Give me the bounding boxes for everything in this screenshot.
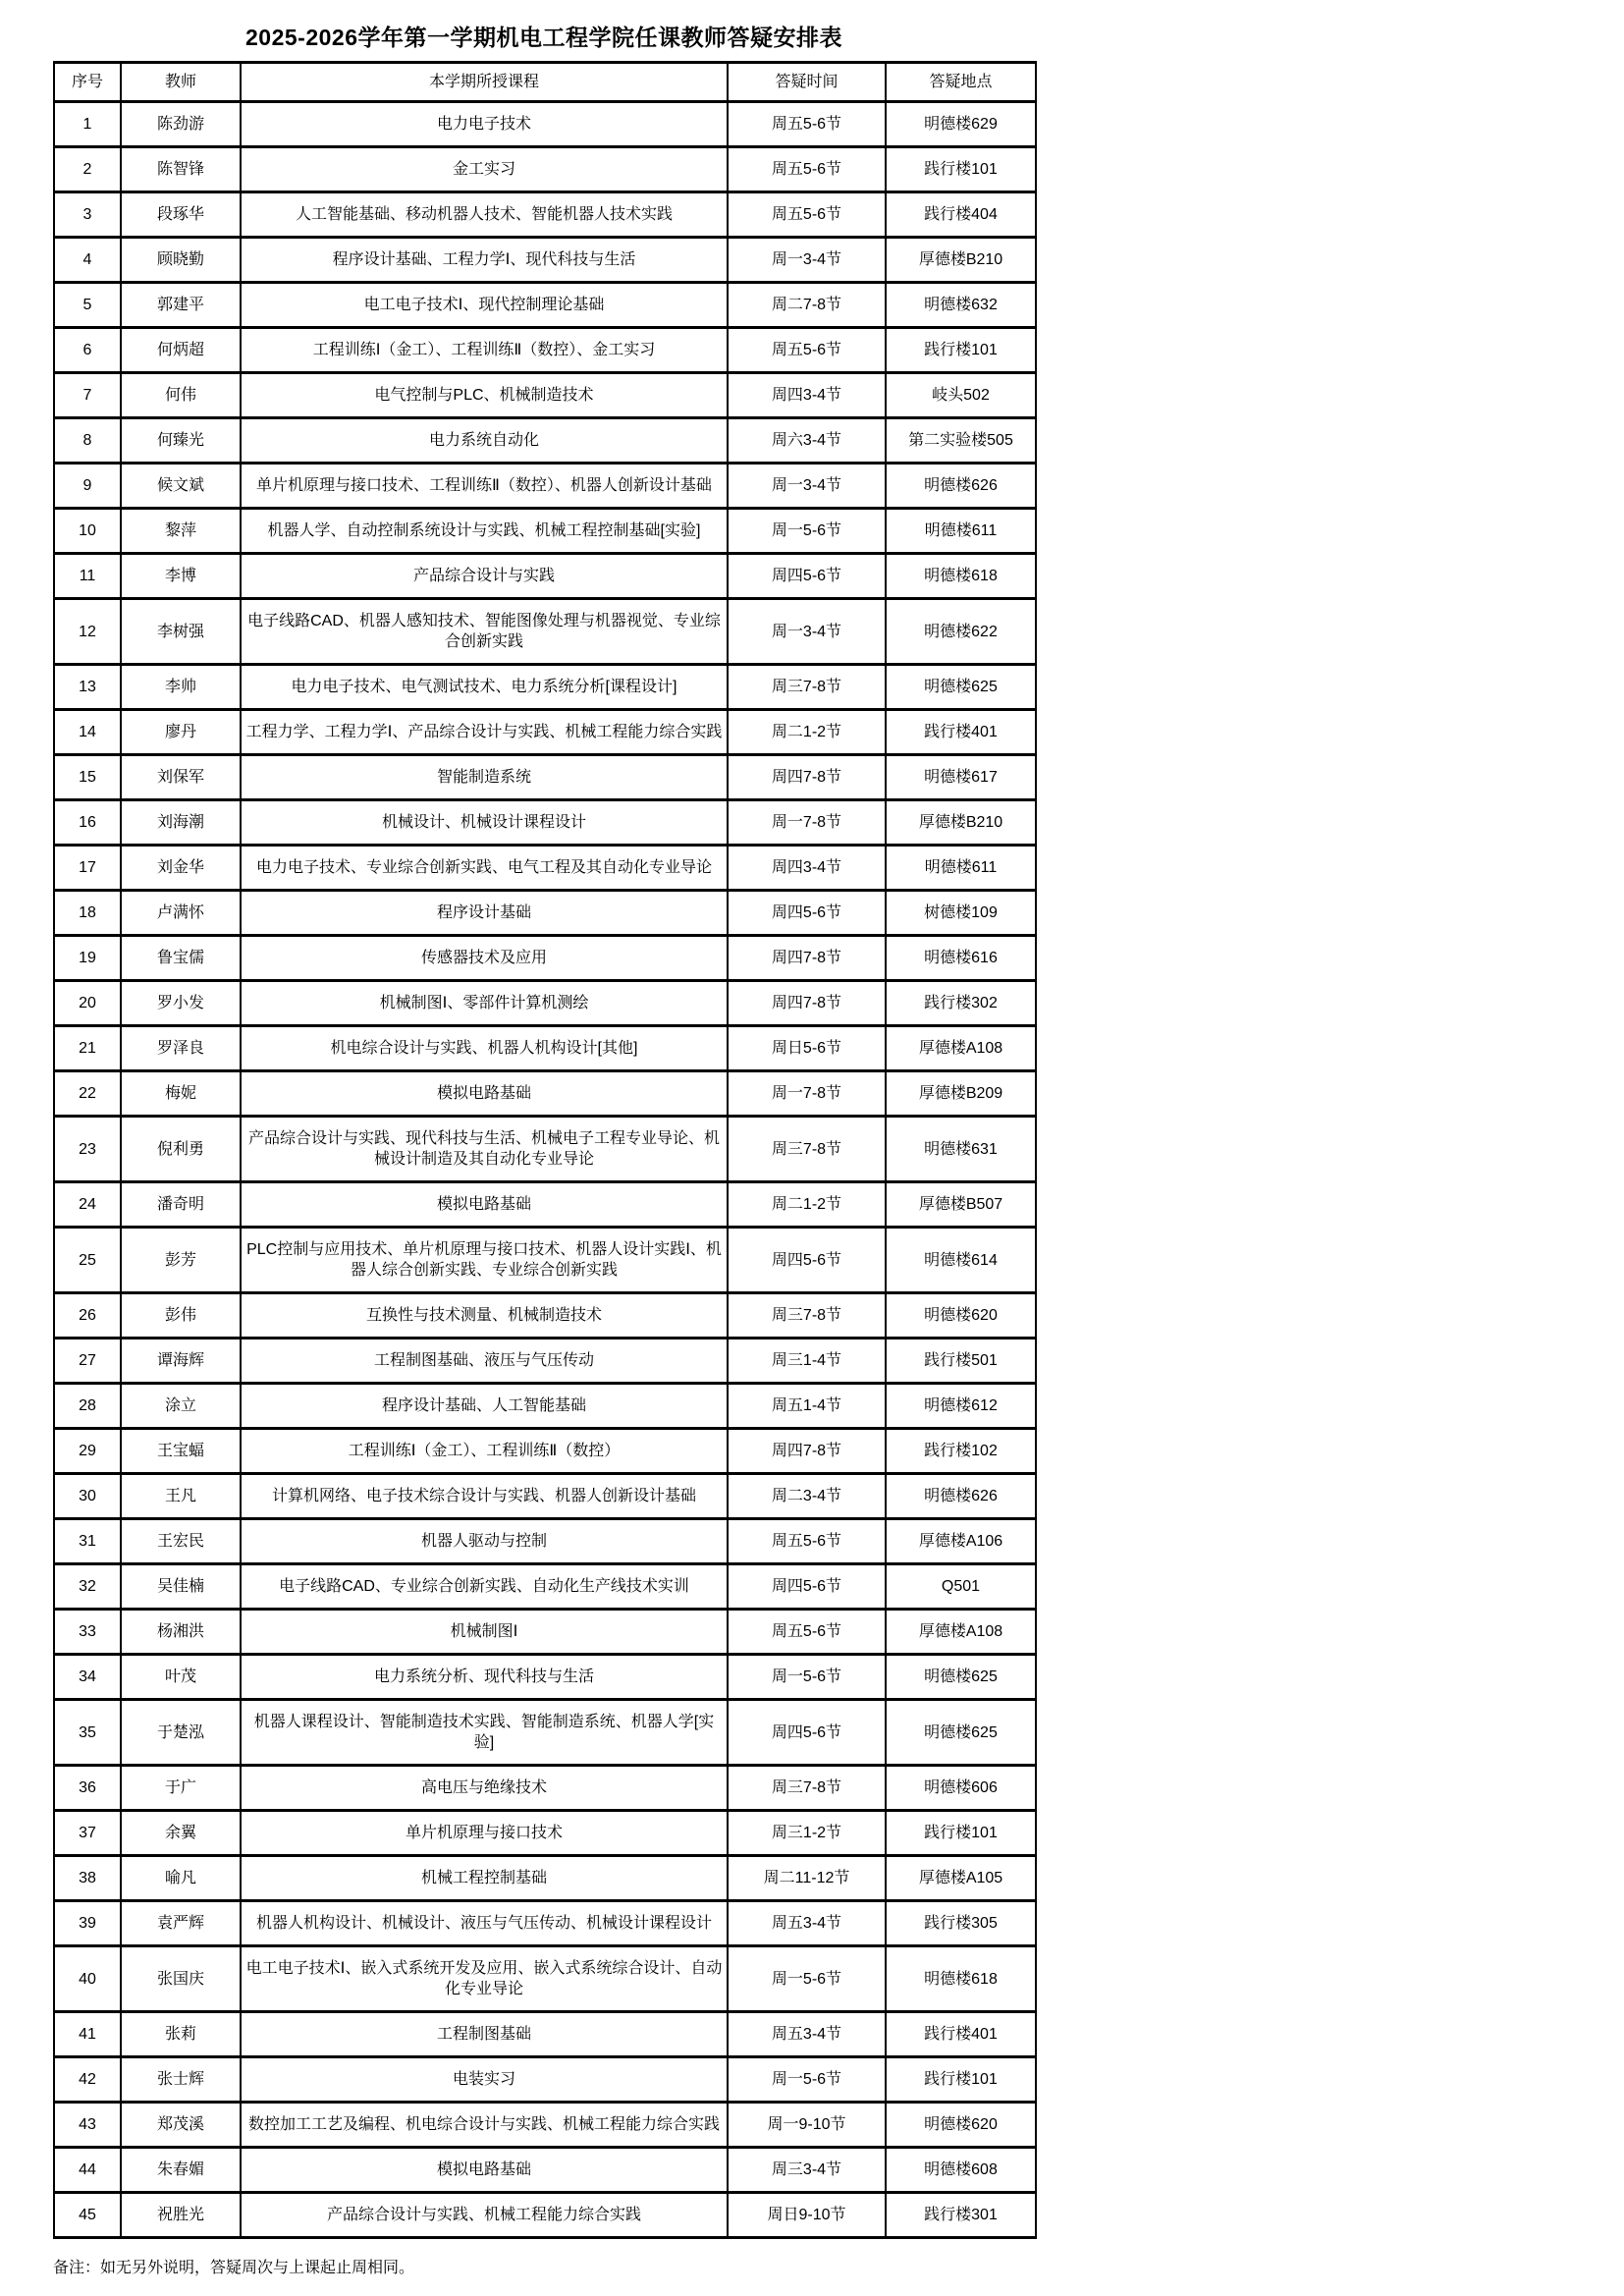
cell-location: 践行楼404 [886, 192, 1036, 238]
cell-no: 42 [54, 2057, 121, 2103]
table-row [54, 102, 1036, 147]
cell-no: 30 [54, 1474, 121, 1519]
schedule-table [53, 61, 1037, 2239]
cell-courses: 电力电子技术、专业综合创新实践、电气工程及其自动化专业导论 [241, 846, 728, 891]
table-row [54, 238, 1036, 283]
cell-location: 践行楼401 [886, 2012, 1036, 2057]
cell-no: 34 [54, 1655, 121, 1700]
cell-no: 16 [54, 800, 121, 846]
cell-no: 8 [54, 418, 121, 464]
cell-location: 明德楼620 [886, 2103, 1036, 2148]
cell-teacher: 陈劲游 [121, 102, 241, 147]
cell-no: 25 [54, 1228, 121, 1293]
cell-no: 6 [54, 328, 121, 373]
cell-no: 11 [54, 554, 121, 599]
cell-teacher: 涂立 [121, 1384, 241, 1429]
cell-location: 明德楼611 [886, 846, 1036, 891]
cell-no: 26 [54, 1293, 121, 1339]
cell-teacher: 王宏民 [121, 1519, 241, 1564]
table-row [54, 1182, 1036, 1228]
cell-time: 周一3-4节 [728, 464, 886, 509]
table-row [54, 464, 1036, 509]
cell-courses: 计算机网络、电子技术综合设计与实践、机器人创新设计基础 [241, 1474, 728, 1519]
table-row [54, 1519, 1036, 1564]
cell-no: 27 [54, 1339, 121, 1384]
cell-teacher: 袁严辉 [121, 1901, 241, 1946]
cell-courses: 单片机原理与接口技术 [241, 1811, 728, 1856]
cell-time: 周四7-8节 [728, 755, 886, 800]
table-row [54, 710, 1036, 755]
table-row [54, 2148, 1036, 2193]
table-row [54, 665, 1036, 710]
cell-time: 周五3-4节 [728, 2012, 886, 2057]
cell-time: 周三3-4节 [728, 2148, 886, 2193]
cell-no: 23 [54, 1117, 121, 1182]
table-row [54, 1429, 1036, 1474]
table-row [54, 1071, 1036, 1117]
cell-time: 周五5-6节 [728, 147, 886, 192]
cell-no: 35 [54, 1700, 121, 1766]
cell-time: 周二7-8节 [728, 283, 886, 328]
table-row [54, 1901, 1036, 1946]
cell-location: 厚德楼A108 [886, 1026, 1036, 1071]
cell-courses: 电力系统分析、现代科技与生活 [241, 1655, 728, 1700]
cell-courses: 电子线路CAD、机器人感知技术、智能图像处理与机器视觉、专业综合创新实践 [241, 599, 728, 665]
cell-teacher: 于楚泓 [121, 1700, 241, 1766]
cell-location: 明德楼617 [886, 755, 1036, 800]
table-row [54, 981, 1036, 1026]
cell-location: 岐头502 [886, 373, 1036, 418]
table-row [54, 1766, 1036, 1811]
col-header-courses: 本学期所授课程 [241, 63, 728, 102]
cell-location: 明德楼618 [886, 1946, 1036, 2012]
cell-teacher: 王凡 [121, 1474, 241, 1519]
cell-location: 明德楼625 [886, 1655, 1036, 1700]
cell-no: 24 [54, 1182, 121, 1228]
table-body [54, 102, 1036, 2238]
cell-teacher: 顾晓勤 [121, 238, 241, 283]
table-row [54, 1293, 1036, 1339]
page-title: 2025-2026学年第一学期机电工程学院任课教师答疑安排表 [245, 25, 842, 50]
cell-no: 7 [54, 373, 121, 418]
cell-no: 2 [54, 147, 121, 192]
table-row [54, 2193, 1036, 2238]
cell-courses: 互换性与技术测量、机械制造技术 [241, 1293, 728, 1339]
cell-no: 45 [54, 2193, 121, 2238]
table-row [54, 1384, 1036, 1429]
cell-no: 5 [54, 283, 121, 328]
cell-courses: PLC控制与应用技术、单片机原理与接口技术、机器人设计实践Ⅰ、机器人综合创新实践、专业综合创新实践 [241, 1228, 728, 1293]
cell-location: 厚德楼A106 [886, 1519, 1036, 1564]
cell-time: 周三7-8节 [728, 1293, 886, 1339]
cell-courses: 机械制图Ⅰ [241, 1610, 728, 1655]
cell-courses: 模拟电路基础 [241, 1071, 728, 1117]
cell-no: 31 [54, 1519, 121, 1564]
cell-no: 15 [54, 755, 121, 800]
cell-no: 9 [54, 464, 121, 509]
cell-location: 明德楼625 [886, 665, 1036, 710]
cell-courses: 工程训练Ⅰ（金工）、工程训练Ⅱ（数控） [241, 1429, 728, 1474]
cell-no: 36 [54, 1766, 121, 1811]
cell-no: 37 [54, 1811, 121, 1856]
col-header-location: 答疑地点 [886, 63, 1036, 102]
cell-teacher: 鲁宝儒 [121, 936, 241, 981]
cell-location: 践行楼501 [886, 1339, 1036, 1384]
cell-time: 周一5-6节 [728, 1946, 886, 2012]
cell-no: 4 [54, 238, 121, 283]
cell-teacher: 何伟 [121, 373, 241, 418]
table-row [54, 1564, 1036, 1610]
cell-location: 明德楼620 [886, 1293, 1036, 1339]
cell-courses: 模拟电路基础 [241, 2148, 728, 2193]
cell-teacher: 杨湘洪 [121, 1610, 241, 1655]
cell-no: 44 [54, 2148, 121, 2193]
cell-location: 明德楼608 [886, 2148, 1036, 2193]
cell-location: 明德楼611 [886, 509, 1036, 554]
cell-location: 明德楼626 [886, 1474, 1036, 1519]
cell-location: 明德楼632 [886, 283, 1036, 328]
cell-courses: 模拟电路基础 [241, 1182, 728, 1228]
cell-courses: 电力电子技术 [241, 102, 728, 147]
cell-courses: 传感器技术及应用 [241, 936, 728, 981]
cell-time: 周一3-4节 [728, 238, 886, 283]
cell-courses: 机器人课程设计、智能制造技术实践、智能制造系统、机器人学[实验] [241, 1700, 728, 1766]
table-row [54, 283, 1036, 328]
table-row [54, 418, 1036, 464]
cell-location: 明德楼614 [886, 1228, 1036, 1293]
cell-no: 17 [54, 846, 121, 891]
table-row [54, 192, 1036, 238]
cell-no: 41 [54, 2012, 121, 2057]
table-row [54, 891, 1036, 936]
table-row [54, 328, 1036, 373]
cell-location: 明德楼631 [886, 1117, 1036, 1182]
cell-time: 周一9-10节 [728, 2103, 886, 2148]
col-header-teacher: 教师 [121, 63, 241, 102]
cell-location: 明德楼626 [886, 464, 1036, 509]
cell-no: 32 [54, 1564, 121, 1610]
cell-time: 周五5-6节 [728, 192, 886, 238]
cell-no: 39 [54, 1901, 121, 1946]
cell-courses: 工程训练Ⅰ（金工）、工程训练Ⅱ（数控）、金工实习 [241, 328, 728, 373]
cell-courses: 人工智能基础、移动机器人技术、智能机器人技术实践 [241, 192, 728, 238]
cell-teacher: 李树强 [121, 599, 241, 665]
cell-time: 周六3-4节 [728, 418, 886, 464]
cell-location: 明德楼622 [886, 599, 1036, 665]
cell-time: 周三7-8节 [728, 1117, 886, 1182]
table-row [54, 1610, 1036, 1655]
cell-time: 周二3-4节 [728, 1474, 886, 1519]
cell-time: 周五5-6节 [728, 1610, 886, 1655]
cell-courses: 单片机原理与接口技术、工程训练Ⅱ（数控）、机器人创新设计基础 [241, 464, 728, 509]
cell-location: 明德楼629 [886, 102, 1036, 147]
cell-time: 周五3-4节 [728, 1901, 886, 1946]
cell-courses: 机电综合设计与实践、机器人机构设计[其他] [241, 1026, 728, 1071]
cell-time: 周三7-8节 [728, 665, 886, 710]
table-row [54, 1655, 1036, 1700]
cell-location: 践行楼101 [886, 328, 1036, 373]
cell-courses: 电气控制与PLC、机械制造技术 [241, 373, 728, 418]
cell-courses: 电工电子技术Ⅰ、现代控制理论基础 [241, 283, 728, 328]
cell-time: 周二11-12节 [728, 1856, 886, 1901]
cell-time: 周一7-8节 [728, 800, 886, 846]
cell-location: 明德楼612 [886, 1384, 1036, 1429]
cell-teacher: 张国庆 [121, 1946, 241, 2012]
cell-location: 厚德楼A108 [886, 1610, 1036, 1655]
cell-courses: 电工电子技术Ⅰ、嵌入式系统开发及应用、嵌入式系统综合设计、自动化专业导论 [241, 1946, 728, 2012]
cell-time: 周五1-4节 [728, 1384, 886, 1429]
table-row [54, 800, 1036, 846]
cell-location: 明德楼616 [886, 936, 1036, 981]
cell-no: 18 [54, 891, 121, 936]
cell-no: 10 [54, 509, 121, 554]
cell-no: 14 [54, 710, 121, 755]
cell-teacher: 郭建平 [121, 283, 241, 328]
cell-no: 33 [54, 1610, 121, 1655]
cell-courses: 机械制图Ⅰ、零部件计算机测绘 [241, 981, 728, 1026]
schedule-sheet [53, 16, 1035, 2277]
cell-no: 38 [54, 1856, 121, 1901]
cell-location: 明德楼606 [886, 1766, 1036, 1811]
table-row [54, 554, 1036, 599]
cell-courses: 电力电子技术、电气测试技术、电力系统分析[课程设计] [241, 665, 728, 710]
cell-time: 周四5-6节 [728, 1228, 886, 1293]
table-row [54, 373, 1036, 418]
cell-location: 践行楼102 [886, 1429, 1036, 1474]
table-row [54, 2103, 1036, 2148]
cell-time: 周四7-8节 [728, 981, 886, 1026]
table-row [54, 1026, 1036, 1071]
cell-location: 厚德楼B209 [886, 1071, 1036, 1117]
cell-teacher: 卢满怀 [121, 891, 241, 936]
cell-time: 周一7-8节 [728, 1071, 886, 1117]
cell-no: 28 [54, 1384, 121, 1429]
cell-no: 21 [54, 1026, 121, 1071]
cell-courses: 机器人驱动与控制 [241, 1519, 728, 1564]
table-row [54, 1474, 1036, 1519]
table-row [54, 2057, 1036, 2103]
col-header-time: 答疑时间 [728, 63, 886, 102]
cell-location: 厚德楼A105 [886, 1856, 1036, 1901]
cell-no: 40 [54, 1946, 121, 2012]
cell-time: 周四5-6节 [728, 1700, 886, 1766]
cell-courses: 电力系统自动化 [241, 418, 728, 464]
cell-no: 1 [54, 102, 121, 147]
cell-time: 周三1-2节 [728, 1811, 886, 1856]
table-row [54, 755, 1036, 800]
cell-time: 周五5-6节 [728, 102, 886, 147]
table-row [54, 1811, 1036, 1856]
cell-location: 践行楼101 [886, 1811, 1036, 1856]
cell-teacher: 何臻光 [121, 418, 241, 464]
cell-courses: 工程制图基础、液压与气压传动 [241, 1339, 728, 1384]
col-header-no: 序号 [54, 63, 121, 102]
cell-location: Q501 [886, 1564, 1036, 1610]
cell-teacher: 刘金华 [121, 846, 241, 891]
cell-teacher: 谭海辉 [121, 1339, 241, 1384]
header-row [54, 63, 1036, 102]
cell-time: 周二1-2节 [728, 1182, 886, 1228]
cell-courses: 高电压与绝缘技术 [241, 1766, 728, 1811]
cell-courses: 金工实习 [241, 147, 728, 192]
cell-teacher: 于广 [121, 1766, 241, 1811]
cell-time: 周四5-6节 [728, 554, 886, 599]
cell-teacher: 李帅 [121, 665, 241, 710]
cell-time: 周四7-8节 [728, 1429, 886, 1474]
cell-time: 周四3-4节 [728, 373, 886, 418]
cell-time: 周日9-10节 [728, 2193, 886, 2238]
cell-location: 践行楼101 [886, 147, 1036, 192]
cell-teacher: 陈智锋 [121, 147, 241, 192]
table-row [54, 1856, 1036, 1901]
cell-courses: 产品综合设计与实践、机械工程能力综合实践 [241, 2193, 728, 2238]
cell-teacher: 黎萍 [121, 509, 241, 554]
cell-time: 周二1-2节 [728, 710, 886, 755]
cell-teacher: 祝胜光 [121, 2193, 241, 2238]
cell-location: 践行楼401 [886, 710, 1036, 755]
cell-no: 22 [54, 1071, 121, 1117]
cell-teacher: 倪利勇 [121, 1117, 241, 1182]
cell-courses: 程序设计基础、工程力学Ⅰ、现代科技与生活 [241, 238, 728, 283]
table-row [54, 2012, 1036, 2057]
cell-teacher: 喻凡 [121, 1856, 241, 1901]
cell-teacher: 朱春媚 [121, 2148, 241, 2193]
cell-time: 周五5-6节 [728, 1519, 886, 1564]
cell-teacher: 候文斌 [121, 464, 241, 509]
cell-teacher: 吴佳楠 [121, 1564, 241, 1610]
cell-teacher: 刘海潮 [121, 800, 241, 846]
cell-time: 周四7-8节 [728, 936, 886, 981]
cell-courses: 工程力学、工程力学Ⅰ、产品综合设计与实践、机械工程能力综合实践 [241, 710, 728, 755]
cell-no: 43 [54, 2103, 121, 2148]
cell-courses: 电装实习 [241, 2057, 728, 2103]
cell-time: 周四5-6节 [728, 891, 886, 936]
cell-time: 周一5-6节 [728, 1655, 886, 1700]
cell-teacher: 彭伟 [121, 1293, 241, 1339]
cell-teacher: 李博 [121, 554, 241, 599]
table-row [54, 1946, 1036, 2012]
cell-courses: 产品综合设计与实践、现代科技与生活、机械电子工程专业导论、机械设计制造及其自动化专业导论 [241, 1117, 728, 1182]
table-row [54, 599, 1036, 665]
cell-teacher: 彭芳 [121, 1228, 241, 1293]
table-row [54, 509, 1036, 554]
cell-time: 周四5-6节 [728, 1564, 886, 1610]
cell-time: 周一3-4节 [728, 599, 886, 665]
cell-teacher: 余翼 [121, 1811, 241, 1856]
cell-no: 13 [54, 665, 121, 710]
cell-no: 3 [54, 192, 121, 238]
table-row [54, 846, 1036, 891]
cell-location: 践行楼305 [886, 1901, 1036, 1946]
cell-no: 19 [54, 936, 121, 981]
cell-courses: 机器人学、自动控制系统设计与实践、机械工程控制基础[实验] [241, 509, 728, 554]
cell-teacher: 梅妮 [121, 1071, 241, 1117]
cell-teacher: 张士辉 [121, 2057, 241, 2103]
table-row [54, 1117, 1036, 1182]
cell-teacher: 叶茂 [121, 1655, 241, 1700]
cell-time: 周四3-4节 [728, 846, 886, 891]
cell-courses: 机器人机构设计、机械设计、液压与气压传动、机械设计课程设计 [241, 1901, 728, 1946]
cell-teacher: 廖丹 [121, 710, 241, 755]
cell-teacher: 何炳超 [121, 328, 241, 373]
cell-time: 周日5-6节 [728, 1026, 886, 1071]
cell-teacher: 刘保军 [121, 755, 241, 800]
cell-teacher: 王宝蝠 [121, 1429, 241, 1474]
cell-time: 周一5-6节 [728, 509, 886, 554]
table-row [54, 1228, 1036, 1293]
cell-courses: 机械设计、机械设计课程设计 [241, 800, 728, 846]
cell-location: 厚德楼B210 [886, 238, 1036, 283]
cell-courses: 产品综合设计与实践 [241, 554, 728, 599]
cell-no: 12 [54, 599, 121, 665]
cell-courses: 机械工程控制基础 [241, 1856, 728, 1901]
cell-location: 厚德楼B507 [886, 1182, 1036, 1228]
cell-location: 践行楼101 [886, 2057, 1036, 2103]
table-row [54, 1700, 1036, 1766]
cell-teacher: 张莉 [121, 2012, 241, 2057]
table-row [54, 1339, 1036, 1384]
cell-location: 明德楼625 [886, 1700, 1036, 1766]
cell-location: 践行楼302 [886, 981, 1036, 1026]
cell-no: 29 [54, 1429, 121, 1474]
cell-location: 明德楼618 [886, 554, 1036, 599]
cell-time: 周三1-4节 [728, 1339, 886, 1384]
cell-courses: 程序设计基础、人工智能基础 [241, 1384, 728, 1429]
table-row [54, 147, 1036, 192]
cell-teacher: 潘奇明 [121, 1182, 241, 1228]
footnote: 备注：如无另外说明，答疑周次与上课起止周相同。 [53, 2260, 415, 2276]
cell-courses: 工程制图基础 [241, 2012, 728, 2057]
cell-courses: 智能制造系统 [241, 755, 728, 800]
cell-time: 周五5-6节 [728, 328, 886, 373]
cell-teacher: 罗泽良 [121, 1026, 241, 1071]
cell-teacher: 罗小发 [121, 981, 241, 1026]
table-row [54, 936, 1036, 981]
cell-no: 20 [54, 981, 121, 1026]
cell-courses: 电子线路CAD、专业综合创新实践、自动化生产线技术实训 [241, 1564, 728, 1610]
cell-location: 树德楼109 [886, 891, 1036, 936]
cell-location: 厚德楼B210 [886, 800, 1036, 846]
cell-time: 周三7-8节 [728, 1766, 886, 1811]
cell-teacher: 郑茂溪 [121, 2103, 241, 2148]
cell-teacher: 段琢华 [121, 192, 241, 238]
cell-courses: 数控加工工艺及编程、机电综合设计与实践、机械工程能力综合实践 [241, 2103, 728, 2148]
cell-location: 践行楼301 [886, 2193, 1036, 2238]
cell-location: 第二实验楼505 [886, 418, 1036, 464]
cell-time: 周一5-6节 [728, 2057, 886, 2103]
cell-courses: 程序设计基础 [241, 891, 728, 936]
